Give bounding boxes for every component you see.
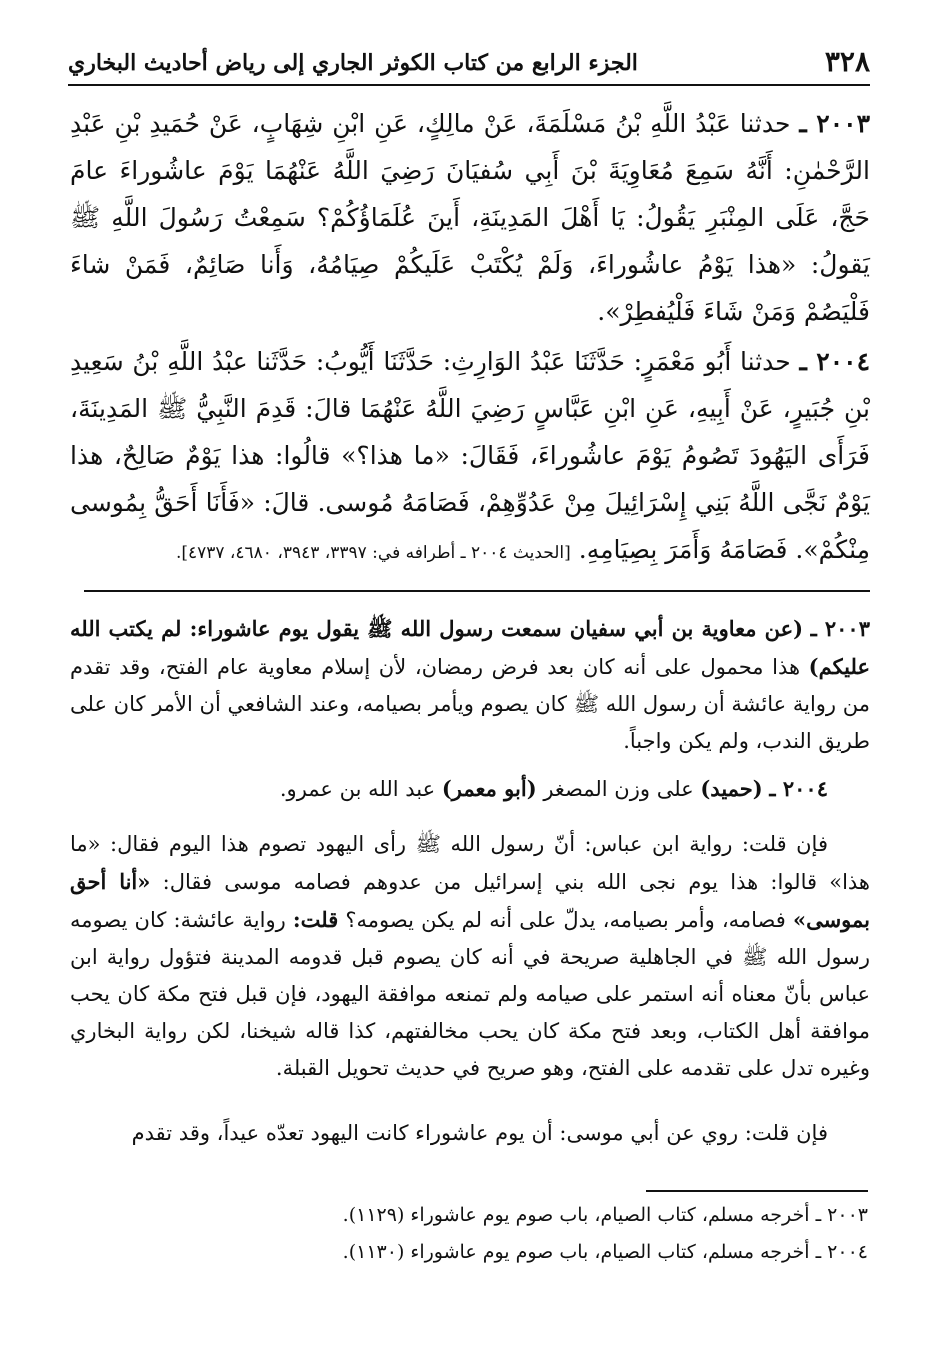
commentary-text: فصامه، وأمر بصيامه، يدلّ على أنه لم يكن يصومه؟	[338, 908, 793, 932]
commentary-answer-label: قلت:	[292, 907, 339, 932]
commentary-2004	[70, 770, 870, 808]
commentary-quote: «أنا أحق بموسى»	[70, 869, 870, 932]
commentary-text: رواية عائشة: كان يصومه رسول الله ﷺ في الجاهلية صريحة في أنه كان يصوم قبل قدومه المدينة فتؤول رواية ابن عباس بأنّ معناه أنه استمر على صيامه ولم تمنعه موافقة اليهود، فإن قبل فتح مكة كان يحب موافقة أهل الكتاب، وبعد فتح مكة كان يحب مخالفتهم، كذا قاله شيخنا، لكن رواية البخاري وغيره تدل على تقدمه على الفتح، وهو صريح في حديث تحويل القبلة.	[70, 908, 870, 1080]
commentary-text: هذا محمول على أنه كان بعد فرض رمضان، لأن إسلام معاوية عام الفتح، وقد تقدم من رواية عائشة أن رسول الله ﷺ كان يصوم ويأمر بصيامه، وعند الشافعي أن الأمر كان على طريق الندب، ولم يكن واجباً.	[70, 655, 870, 753]
commentary-question-2	[70, 1115, 870, 1152]
commentary-term: (أبو معمر)	[441, 776, 537, 801]
hadith-reference: [الحديث ٢٠٠٤ ـ أطرافه في: ٣٣٩٧، ٣٩٤٣، ٤٦٨٠، ٤٧٣٧].	[175, 543, 571, 563]
commentary-question-1	[70, 826, 870, 1087]
hadith-text: حدثنا عَبْدُ اللَّهِ بْنُ مَسْلَمَةَ، عَنْ مالِكٍ، عَنِ ابْنِ شِهَابٍ، عَنْ حُمَيدِ بْنِ عَبْدِ الرَّحْمٰنِ: أَنَّهُ سَمِعَ مُعَاوِيَةَ بْنَ أَبِي سُفيَانَ رَضِيَ اللَّهُ عَنْهُمَا يَوْمَ عاشُوراءَ عامَ حَجَّ، عَلَى المِنْبَرِ يَقُولُ: يَا أَهْلَ المَدِينَةِ، أَينَ عُلَمَاؤُكُمْ؟ سَمِعْتُ رَسُولَ اللَّهِ ﷺ يَقولُ: «هذا يَوْمُ عاشُوراءَ، وَلَمْ يُكْتَبْ عَلَيكُمْ صِيَامُهُ، وَأَنا صَائِمٌ، فَمَنْ شاءَ فَلْيَصُمْ وَمَنْ شَاءَ فَلْيُفطِرْ».	[70, 109, 870, 326]
commentary-text: عبد الله بن عمرو.	[279, 777, 442, 801]
commentary-text: على وزن المصغر	[536, 777, 701, 801]
commentary-text: فإن قلت: رواية ابن عباس: أنّ رسول الله ﷺ رأى اليهود تصوم هذا اليوم فقال: «ما هذا» قالوا: هذا يوم نجى الله بني إسرائيل من عدوهم فصامه موسى فقال:	[70, 832, 871, 894]
hadith-text: حدثنا أَبُو مَعْمَرٍ: حَدَّثَنَا عَبْدُ الوَارِثِ: حَدَّثَنَا أَيُّوبُ: حَدَّثَنا عبْدُ اللَّهِ بْنُ سَعِيدِ بْنِ جُبَيرٍ، عَنْ أَبِيهِ، عَنِ ابْنِ عَبَّاسٍ رَضِيَ اللَّهُ عَنْهُمَا قالَ: قَدِمَ النَّبِيُّ ﷺ المَدِينَةَ، فَرَأَى اليَهُودَ تَصُومُ يَوْمَ عاشُوراءَ، فَقَالَ: «ما هذا؟» قالُوا: هذا يَوْمٌ صَالِحٌ، هذا يَوْمٌ نَجَّى اللَّهُ بَنِي إِسْرَائِيلَ مِنْ عَدُوِّهِمْ، فَصَامَهُ مُوسى. قالَ: «فَأَنَا أَحَقُّ بِمُوسى مِنْكُمْ». فَصَامَهُ وَأَمَرَ بِصِيَامِهِ.	[70, 347, 870, 564]
footnote-rule	[646, 1190, 868, 1192]
commentary-quote: (عن معاوية بن أبي سفيان سمعت رسول الله ﷺ يقول يوم عاشوراء: لم يكتب الله عليكم)	[70, 616, 870, 679]
footnotes	[343, 1197, 868, 1271]
running-title: الجزء الرابع من كتاب الكوثر الجاري إلى رياض أحاديث البخاري	[68, 50, 638, 76]
hadith-number: ٢٠٠٣ ـ	[799, 109, 871, 138]
commentary-term: (حميد)	[700, 776, 763, 801]
page-header	[68, 40, 870, 86]
hadith-2004	[70, 338, 870, 577]
commentary-2003	[70, 610, 870, 760]
commentary-number: ٢٠٠٣ ـ	[810, 616, 870, 641]
commentary-text: فإن قلت: روي عن أبي موسى: أن يوم عاشوراء كانت اليهود تعدّه عيداً، وقد تقدم	[131, 1121, 828, 1145]
footnote-2004: ٢٠٠٤ ـ أخرجه مسلم، كتاب الصيام، باب صوم يوم عاشوراء (١١٣٠).	[342, 1241, 868, 1263]
section-divider	[84, 590, 870, 592]
commentary-number: ٢٠٠٤ ـ	[769, 776, 828, 801]
hadith-number: ٢٠٠٤ ـ	[799, 347, 871, 376]
footnote-2003: ٢٠٠٣ ـ أخرجه مسلم، كتاب الصيام، باب صوم يوم عاشوراء (١١٢٩).	[342, 1204, 868, 1226]
hadith-2003	[70, 100, 870, 335]
page-number: ٣٢٨	[824, 45, 870, 78]
